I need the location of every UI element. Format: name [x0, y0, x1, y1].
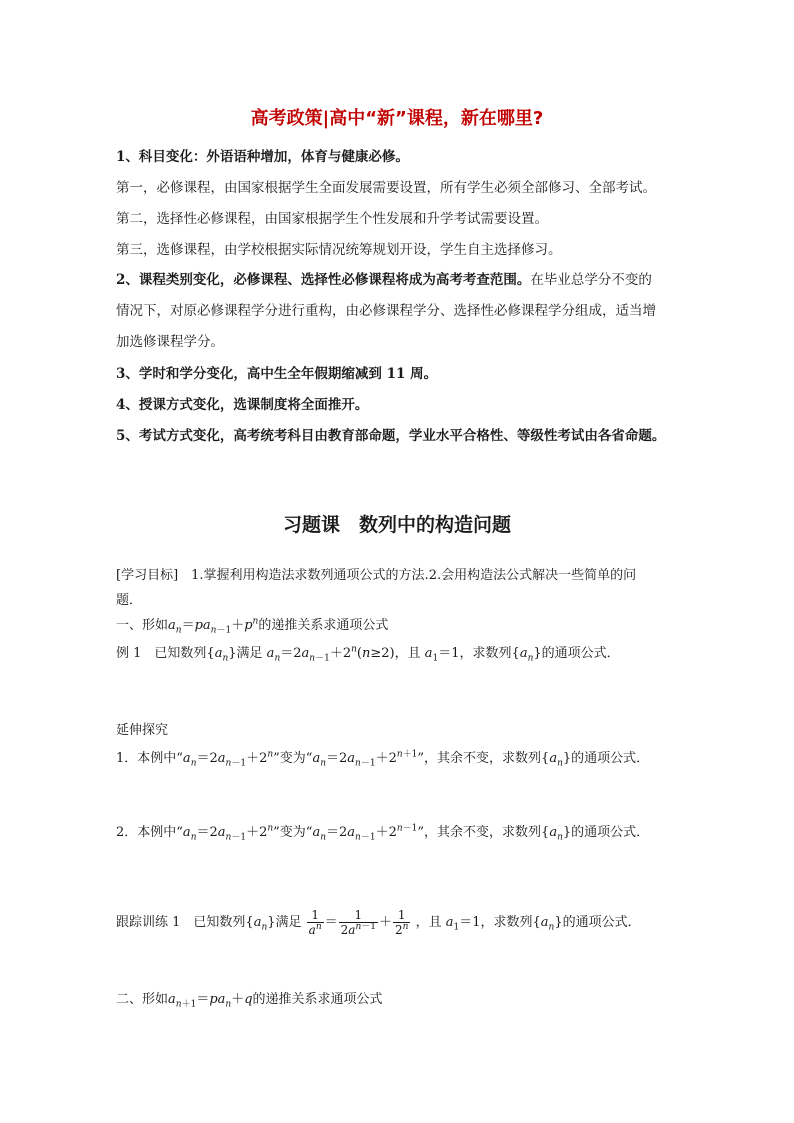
formula: $a_1=1$: [445, 915, 481, 933]
learning-goal-line-2: 题．: [116, 593, 143, 608]
extension-heading: 延伸探究: [116, 723, 169, 738]
policy-paragraph-3: 第三，选修课程，由学校根据实际情况统筹规划开设，学生自主选择修习。: [116, 242, 562, 258]
policy-item-2-text: 在毕业总学分不变的: [530, 272, 652, 288]
learning-goal: [116, 566, 636, 586]
practice-1: 跟踪训练 1 已知数列$\{a_n\}$满足 $\frac{1}{a^n}$ ＝ $\frac{1}{2a^{n-1}}$ ＋ $\frac{1}{2^n}$ ，且 $a_1=1$，求数列$\{a_n\}$的通项公式．: [116, 908, 641, 937]
formula: $a_1=1$: [424, 646, 460, 664]
section-2-heading: 二、形如$a_{n+1}=pa_n+q$的递推关系求通项公式: [116, 992, 383, 1010]
lesson-title: 习题课 数列中的构造问题: [282, 514, 511, 536]
policy-item-2: [116, 270, 652, 290]
policy-item-4: 4、授课方式变化，选课制度将全面推开。: [116, 397, 369, 413]
policy-title: 高考政策|高中“新”课程，新在哪里?: [250, 108, 544, 129]
formula: $a_n=pa_{n-1}+p^n$: [168, 616, 259, 636]
formula: $a_n=2a_{n-1}+2^n$: [182, 749, 274, 769]
practice-1-label: 跟踪训练 1: [116, 915, 181, 930]
example-1: 例 1 已知数列$\{a_n\}$满足 $a_n=2a_{n-1}+2^n(n\ge 2)$，且 $a_1=1$，求数列$\{a_n\}$的通项公式．: [116, 644, 620, 664]
section-1-heading: 一、形如$a_n=pa_{n-1}+p^n$的递推关系求通项公式: [116, 616, 389, 636]
formula: $a_n=2a_{n-1}+2^n(n\ge 2)$: [266, 644, 395, 664]
policy-item-3: 3、学时和学分变化，高中生全年假期缩减到 11 周。: [116, 366, 438, 382]
policy-item-2-heading: 2、课程类别变化，必修课程、选择性必修课程将成为高考考查范围。: [116, 272, 531, 288]
learning-goal-text: 1.掌握利用构造法求数列通项公式的方法.2.会用构造法公式解决一些简单的问: [178, 568, 637, 583]
policy-item-1: 1、科目变化：外语语种增加，体育与健康必修。: [116, 149, 409, 165]
extension-1: 1．本例中“$a_n=2a_{n-1}+2^n$”变为“$a_n=2a_{n-1}+2^{n+1}$”，其余不变，求数列$\{a_n\}$的通项公式．: [116, 749, 650, 769]
formula: $a_n=2a_{n-1}+2^n$: [182, 823, 274, 843]
policy-item-2-line-2: 情况下，对原必修课程学分进行重构，由必修课程学分、选择性必修课程学分组成，适当增: [116, 303, 656, 319]
formula: $a_{n+1}=pa_n+q$: [168, 992, 253, 1010]
formula: $\frac{1}{a^n}$ ＝ $\frac{1}{2a^{n-1}}$ ＋ $\frac{1}{2^n}$: [308, 908, 409, 937]
formula: $a_n=2a_{n-1}+2^{n+1}$: [312, 749, 418, 769]
policy-item-5: 5、考试方式变化，高考统考科目由教育部命题，学业水平合格性、等级性考试由各省命题。: [116, 428, 666, 444]
policy-item-2-line-3: 加选修课程学分。: [116, 334, 224, 350]
policy-paragraph-1: 第一，必修课程，由国家根据学生全面发展需要设置，所有学生必须全部修习、全部考试。: [116, 180, 656, 196]
extension-2: 2．本例中“$a_n=2a_{n-1}+2^n$”变为“$a_n=2a_{n-1}+2^{n-1}$”，其余不变，求数列$\{a_n\}$的通项公式．: [116, 823, 650, 843]
example-1-label: 例 1: [116, 646, 142, 661]
policy-paragraph-2: 第二，选择性必修课程，由国家根据学生个性发展和升学考试需要设置。: [116, 211, 548, 227]
learning-goal-label: [学习目标]: [116, 568, 179, 583]
formula: $a_n=2a_{n-1}+2^{n-1}$: [312, 823, 418, 843]
